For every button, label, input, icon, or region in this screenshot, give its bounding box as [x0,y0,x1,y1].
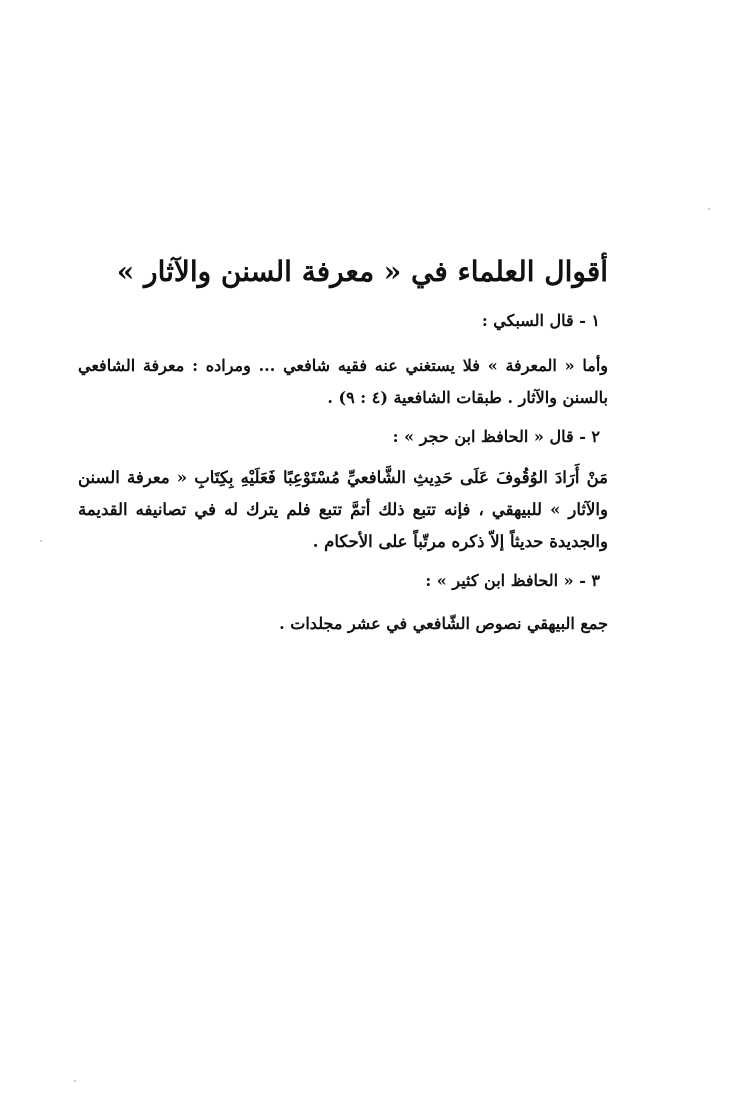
section-3-heading: ٣ - « الحافظ ابن كثير » : [425,571,600,590]
page-title: أقوال العلماء في « معرفة السنن والآثار » [116,255,608,288]
scan-speck [708,208,710,210]
scan-speck [40,540,42,542]
section-3-text: جمع البيهقي نصوص الشّافعي في عشر مجلدات . [279,614,608,633]
section-1-text: وأما « المعرفة » فلا يستغني عنه فقيه شافعي ... ومراده : معرفة الشافعي بالسنن والآثار . طبقات الشافعية (٤ : ٩) . [78,356,608,407]
section-2-heading: ٢ - قال « الحافظ ابن حجر » : [392,427,600,446]
scan-speck [74,1080,76,1082]
section-2-text: مَنْ أَرَادَ الوُقُوفَ عَلَى حَدِيثِ الشَّافعيِّ مُسْتَوْعِبًا فَعَلَيْهِ بِكِتَابِ « معرفة السنن والآثار » للبيهقي ، فإنه تتبع ذلك أتمَّ تتبع فلم يترك له في تصانيفه القديمة والجديدة حديثاً إلاّ ذكره مرتّباً على الأحكام . [78,468,608,551]
page-content [78,250,608,648]
section-1-heading: ١ - قال السبكي : [481,311,600,330]
